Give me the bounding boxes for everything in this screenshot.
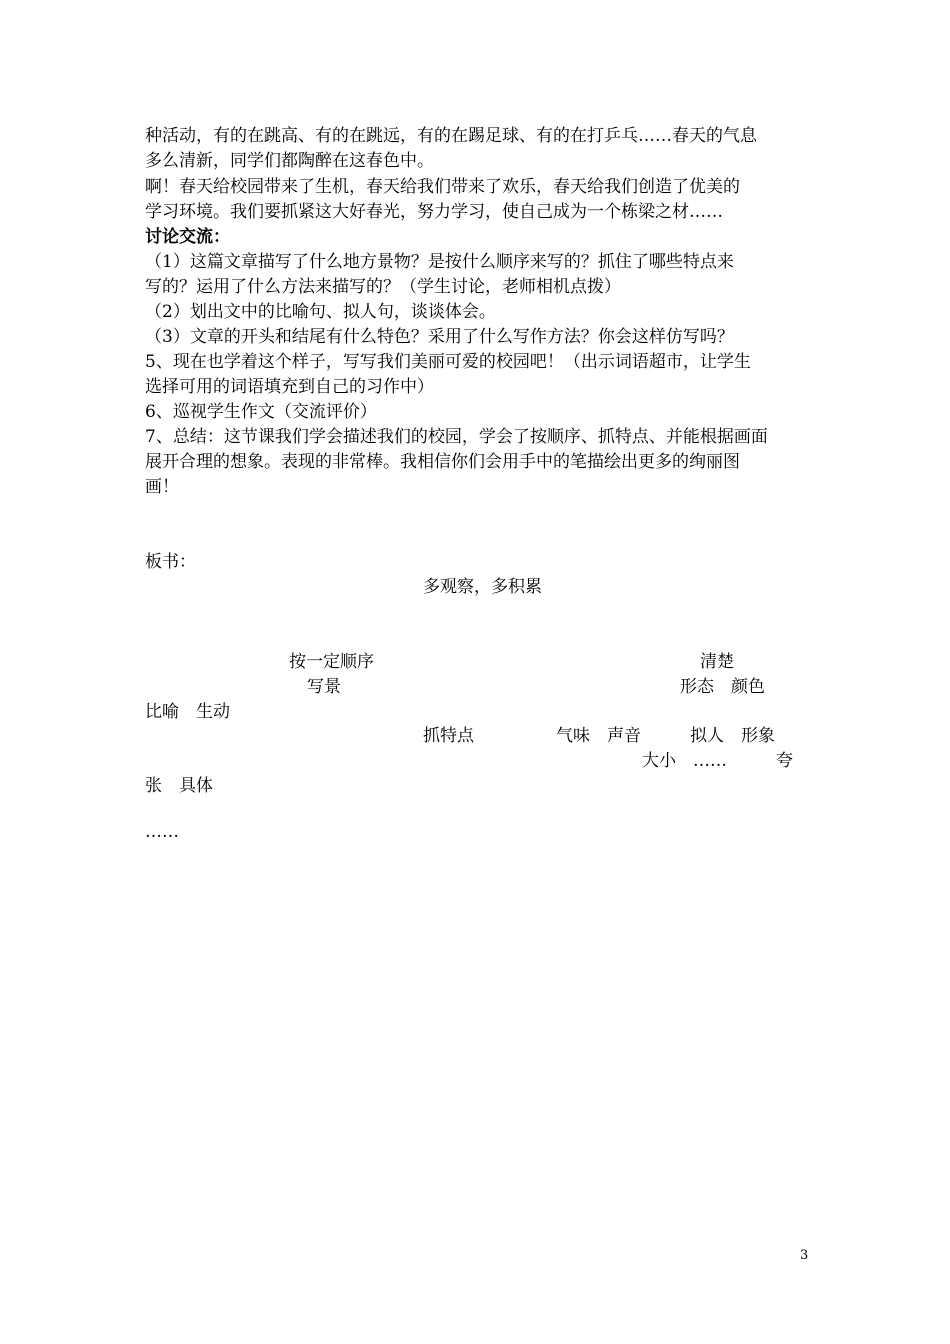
paragraph-line: 种活动，有的在跳高、有的在跳远，有的在踢足球、有的在打乒乓……春天的气息 (145, 126, 757, 146)
step-5-line: 选择可用的词语填充到自己的习作中） (145, 377, 434, 397)
paragraph-line: 啊！春天给校园带来了生机，春天给我们带来了欢乐，春天给我们创造了优美的 (145, 177, 740, 197)
board-exaggerate-2: 张 具体 (145, 776, 213, 796)
step-6-line: 6、巡视学生作文（交流评价） (145, 402, 377, 422)
board-write-scene: 写景 (307, 677, 341, 697)
question-3-line: （3）文章的开头和结尾有什么特色？采用了什么写作方法？你会这样仿写吗？ (145, 327, 734, 347)
board-size-etc: 大小 …… (642, 751, 727, 771)
step-7-line: 7、总结：这节课我们学会描述我们的校园，学会了按顺序、抓特点、并能根据画面 (145, 427, 768, 447)
question-1-line: 写的？运用了什么方法来描写的？（学生讨论，老师相机点拨） (145, 277, 621, 297)
discussion-heading: 讨论交流： (145, 227, 230, 247)
board-personify-image: 拟人 形象 (690, 726, 775, 746)
board-label: 板书： (145, 552, 196, 572)
board-metaphor-vivid: 比喻 生动 (145, 702, 230, 722)
board-ellipsis: …… (145, 822, 179, 842)
paragraph-line: 多么清新，同学们都陶醉在这春色中。 (145, 151, 434, 171)
question-2-line: （2）划出文中的比喻句、拟人句，谈谈体会。 (145, 302, 496, 322)
board-title: 多观察，多积累 (423, 577, 542, 597)
paragraph-line: 学习环境。我们要抓紧这大好春光，努力学习，使自己成为一个栋梁之材…… (145, 202, 723, 222)
board-order: 按一定顺序 (289, 652, 374, 672)
board-grasp-features: 抓特点 (423, 726, 474, 746)
board-shape-color: 形态 颜色 (680, 677, 765, 697)
step-7-line: 画！ (145, 477, 179, 497)
step-7-line: 展开合理的想象。表现的非常棒。我相信你们会用手中的笔描绘出更多的绚丽图 (145, 452, 740, 472)
board-exaggerate-1: 夸 (776, 751, 793, 771)
board-smell-sound: 气味 声音 (556, 726, 641, 746)
board-clear: 清楚 (700, 652, 734, 672)
page-number: 3 (800, 1248, 809, 1263)
step-5-line: 5、现在也学着这个样子，写写我们美丽可爱的校园吧！（出示词语超市，让学生 (145, 352, 751, 372)
question-1-line: （1）这篇文章描写了什么地方景物？是按什么顺序来写的？抓住了哪些特点来 (145, 252, 734, 272)
